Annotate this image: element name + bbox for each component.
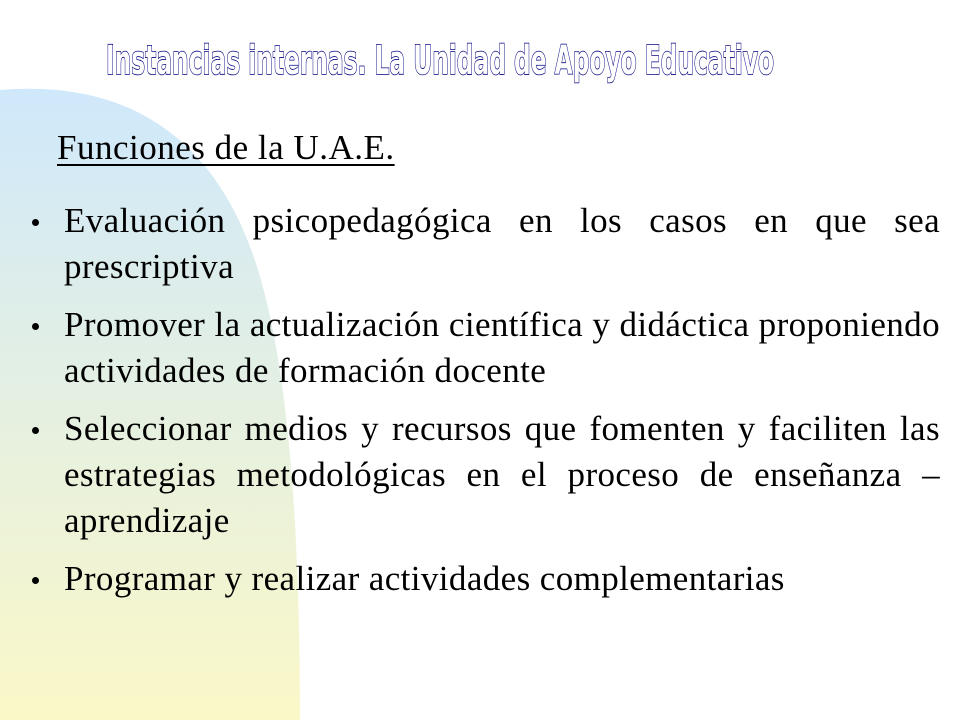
bullet-dot — [32, 323, 39, 330]
section-subtitle: Funciones de la U.A.E. — [57, 128, 395, 167]
bullet-item-promover — [32, 302, 940, 394]
bullet-item-evaluacion — [32, 198, 940, 290]
slide-title-text: Instancias internas. La Unidad de Apoyo Educativo — [106, 38, 774, 84]
bullet-item-seleccionar — [32, 406, 940, 544]
bullet-text: Evaluación psicopedagógica en los casos en que sea prescriptiva — [64, 201, 940, 286]
bullet-list — [32, 198, 940, 602]
bullet-text: Promover la actualización científica y didáctica proponiendo actividades de formación docente — [64, 305, 940, 390]
bullet-text: Programar y realizar actividades complementarias — [64, 559, 785, 598]
slide-title — [70, 28, 810, 92]
bullet-dot — [32, 427, 39, 434]
bullet-dot — [32, 577, 39, 584]
bullet-dot — [32, 219, 39, 226]
bullet-item-programar — [32, 556, 940, 602]
bullet-text: Seleccionar medios y recursos que fomenten y faciliten las estrategias metodológicas en el proceso de enseñanza – aprendizaje — [64, 409, 940, 540]
